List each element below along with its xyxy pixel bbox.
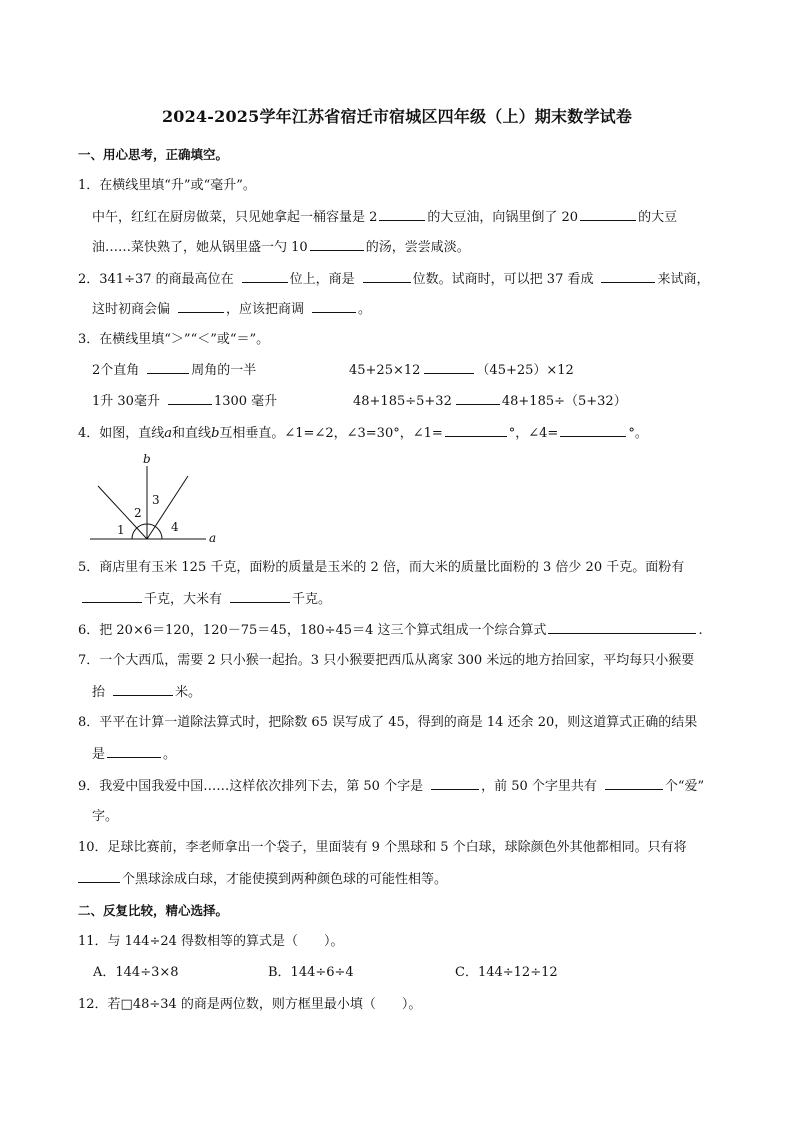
variable-a: a [164,426,173,441]
answer-blank[interactable] [78,870,120,883]
question-3-row-1-right [349,361,574,380]
question-2-line-2 [92,300,371,319]
question-text: ，前 50 个字里共有 [481,779,597,794]
angle-4-label: 4 [171,520,179,534]
question-3-stem: 3．在横线里填“＞”“＜”或“＝”。 [78,332,270,347]
answer-blank[interactable] [82,590,142,603]
question-9-line-1 [78,777,704,796]
answer-blank[interactable] [168,392,212,405]
question-5-line-2 [80,590,331,609]
answer-blank[interactable] [312,300,356,313]
question-2-line-1 [78,270,710,289]
question-11-stem: 11．与 144÷24 得数相等的算式是（ ）。 [78,934,344,949]
question-text: °。 [628,426,648,441]
question-text: 是 [92,747,106,762]
question-text: . [698,623,703,638]
question-6 [78,621,703,640]
question-7-line-2 [92,683,201,702]
question-text: 位上，商是 [289,272,355,287]
angle-diagram [90,452,230,544]
angle-1-label: 1 [117,523,125,537]
expression: 1升 30毫升 [92,394,160,409]
question-text: 6．把 20×6＝120，120－75＝45，180÷45＝4 这三个算式组成一个综合算式 [78,623,547,638]
question-text: 2．341÷37 的商最高位在 [78,272,234,287]
question-text: 来试商， [657,272,710,287]
angle-2-label: 2 [134,506,142,520]
option-b[interactable]: B．144÷6÷4 [268,965,354,980]
expression: （45+25）×12 [476,363,574,378]
answer-blank[interactable] [605,777,663,790]
question-3-row-2-left [92,392,277,411]
answer-blank[interactable] [230,590,290,603]
question-text: 油……菜快熟了，她从锅里盛一勺 10 [92,240,308,255]
question-text: 和直线 [172,426,212,441]
answer-blank[interactable] [445,424,507,437]
question-text: 。 [163,747,177,762]
answer-blank[interactable] [379,208,425,221]
question-text: 9．我爱中国我爱中国……这样依次排列下去，第 50 个字是 [78,779,424,794]
question-text: 抬 [92,685,106,700]
expression: 周角的一半 [191,363,257,378]
question-text: 中午，红红在厨房做菜，只见她拿起一桶容量是 2 [92,210,378,225]
question-9-line-2: 字。 [92,809,119,824]
question-10-line-2 [78,870,447,889]
question-5-line-1: 5．商店里有玉米 125 千克，面粉的质量是玉米的 2 倍，而大米的质量比面粉的 3 倍少 20 千克。面粉有 [78,560,685,575]
question-text: 的大豆 [638,210,678,225]
question-text: 米。 [175,685,202,700]
question-4-stem [78,424,648,443]
question-text: 千克。 [292,592,332,607]
question-text: °，∠4= [508,426,559,441]
answer-blank[interactable] [580,208,636,221]
right-ray [147,476,188,539]
question-10-line-1: 10．足球比赛前，李老师拿出一个袋子，里面装有 9 个黑球和 5 个白球，球除颜色外其他都相同。只有将 [78,840,687,855]
answer-blank[interactable] [363,270,411,283]
question-text: 的大豆油，向锅里倒了 20 [427,210,579,225]
answer-blank[interactable] [107,745,161,758]
answer-blank[interactable] [178,300,224,313]
question-text: ，应该把商调 [226,302,305,317]
expression: 1300 毫升 [213,394,278,409]
question-text: 4．如图，直线 [78,426,165,441]
question-1-line-1 [92,208,677,227]
section-heading: 二、反复比较，精心选择。 [78,903,229,918]
question-3-row-2-right [353,392,627,411]
question-text: 个“爱” [664,779,705,794]
answer-blank[interactable] [431,777,479,790]
question-3-row-1-left [92,361,256,380]
variable-b: b [211,426,220,441]
answer-blank[interactable] [113,683,173,696]
question-text: 个黑球涂成白球，才能使摸到两种颜色球的可能性相等。 [122,872,448,887]
label-a: a [209,531,217,544]
question-text: 的汤，尝尝咸淡。 [365,240,470,255]
question-text: 互相垂直。∠1=∠2，∠3=30°，∠1= [219,426,443,441]
answer-blank[interactable] [601,270,655,283]
answer-blank[interactable] [456,392,500,405]
page-title: 2024-2025学年江苏省宿迁市宿城区四年级（上）期末数学试卷 [161,107,633,126]
answer-blank[interactable] [560,424,626,437]
question-12-stem: 12．若□48÷34 的商是两位数，则方框里最小填（ ）。 [78,997,422,1012]
angle-3-label: 3 [152,493,160,507]
question-text: 千克，大米有 [144,592,223,607]
label-b: b [143,452,151,466]
expression: 2个直角 [92,363,140,378]
question-1-stem: 1．在横线里填“升”或“毫升”。 [78,178,256,193]
option-a[interactable]: A．144÷3×8 [93,965,179,980]
question-text: 这时初商会偏 [92,302,171,317]
expression: 48+185÷5+32 [353,394,452,409]
answer-blank[interactable] [310,238,364,251]
answer-blank[interactable] [147,361,189,374]
question-8-line-2 [92,745,176,764]
section-heading: 一、用心思考，正确填空。 [78,147,229,162]
option-c[interactable]: C．144÷12÷12 [455,965,558,980]
question-text: 。 [358,302,372,317]
question-8-line-1: 8．平平在计算一道除法算式时，把除数 65 误写成了 45，得到的商是 14 还余 20，则这道算式正确的结果 [78,715,698,730]
answer-blank[interactable] [424,361,474,374]
question-7-line-1: 7．一个大西瓜，需要 2 只小猴一起抬。3 只小猴要把西瓜从离家 300 米远的地方抬回家，平均每只小猴要 [78,653,695,668]
expression: 45+25×12 [349,363,421,378]
question-1-line-2 [92,238,470,257]
question-text: 位数。试商时，可以把 37 看成 [412,272,594,287]
answer-blank[interactable] [242,270,288,283]
answer-blank[interactable] [548,621,696,634]
expression: 48+185÷（5+32） [501,394,627,409]
